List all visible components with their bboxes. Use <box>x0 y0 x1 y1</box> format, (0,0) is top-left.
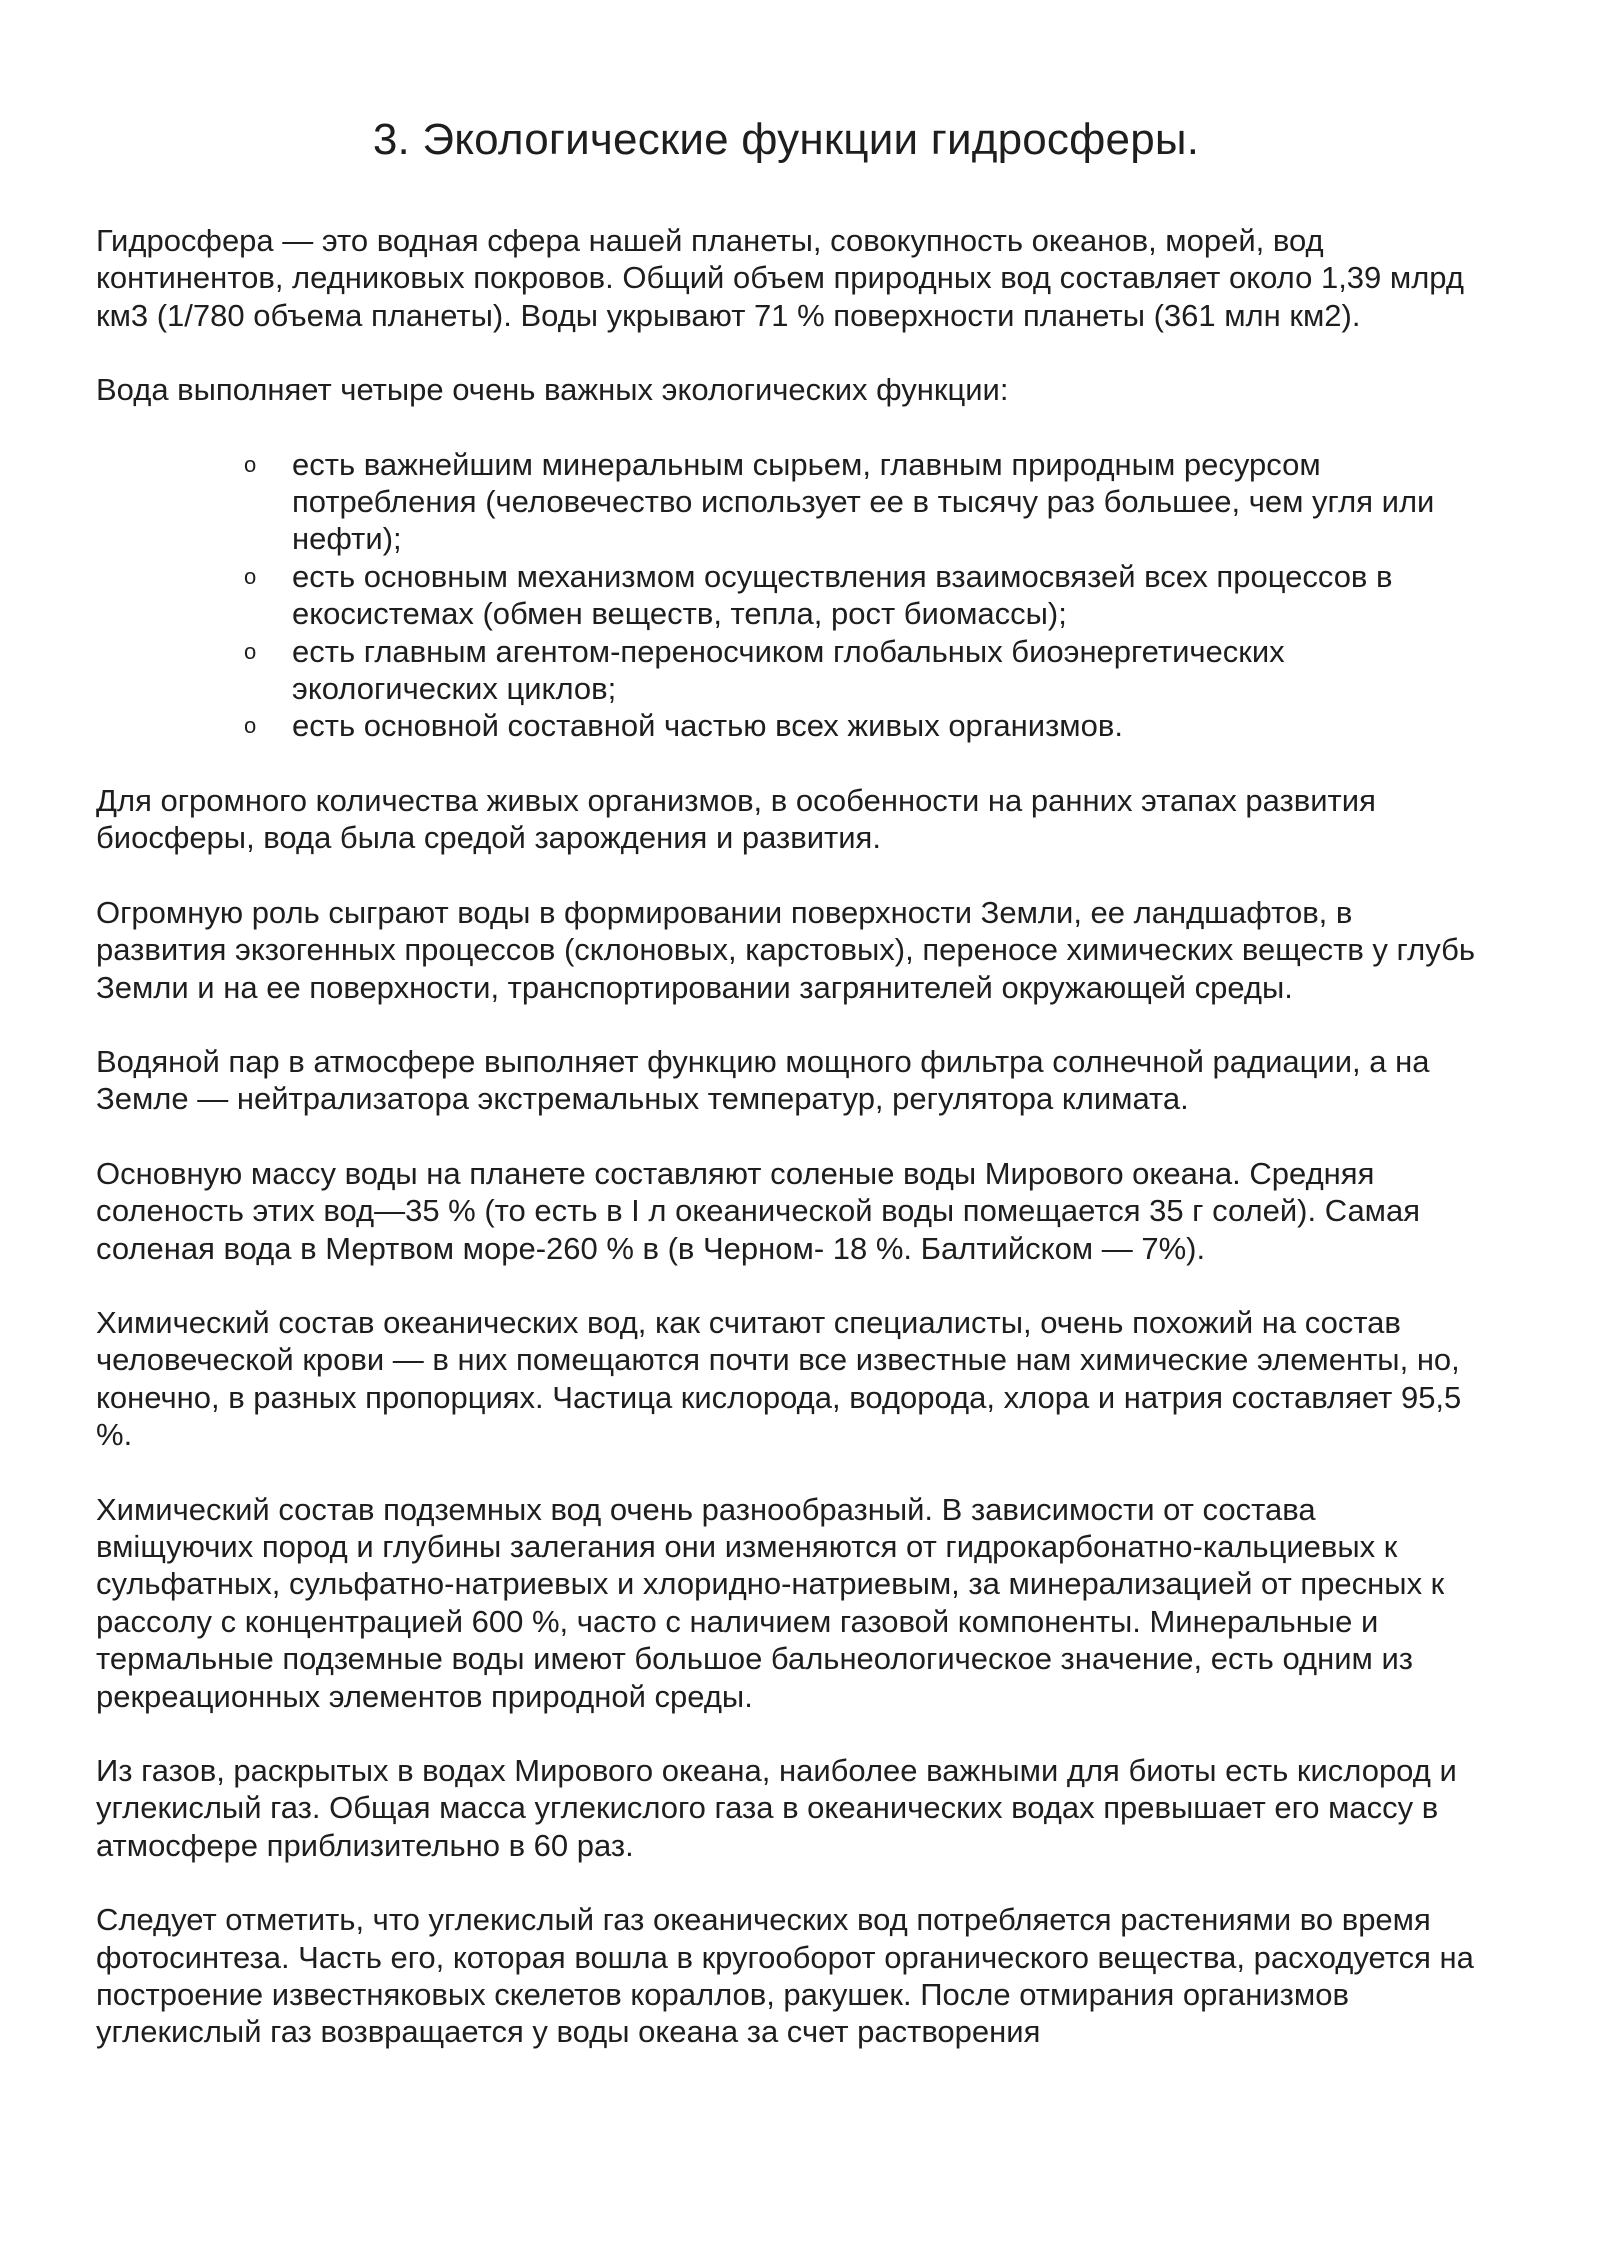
paragraph-carbon-cycle: Следует отметить, что углекислый газ океанических вод потребляется растениями во время фотосинтеза. Часть его, которая вошла в кругооборот органического вещества, расходуется на построение известняковых скелетов кораллов, ракушек. После отмирания организмов углекислый газ возвращается у воды океана за счет растворения <box>96 1902 1474 2050</box>
functions-list <box>96 446 1476 745</box>
list-item <box>244 707 1476 744</box>
list-item-text: есть основным механизмом осуществления взаимосвязей всех процессов в екосистемах (обмен веществ, тепла, рост биомассы); <box>292 558 1393 632</box>
list-item-text: есть важнейшим минеральным сырьем, главным природным ресурсом потребления (человечество использует ее в тысячу раз большее, чем угля или нефти); <box>292 446 1435 557</box>
paragraph-water-vapor: Водяной пар в атмосфере выполняет функцию мощного фильтра солнечной радиации, а на Земле — нейтрализатора экстремальных температур, регулятора климата. <box>96 1043 1430 1117</box>
list-item <box>244 633 1476 708</box>
list-item <box>244 446 1476 558</box>
bullet-marker: o <box>244 451 257 477</box>
bullet-marker: o <box>244 638 257 664</box>
paragraph-groundwater-chemistry: Химический состав подземных вод очень разнообразный. В зависимости от состава вміщуючих пород и глубины залегания они изменяются от гидрокарбонатно-кальциевых к сульфатных, сульфатно-натриевых и хлоридно-натриевым, за минерализацией от пресных к рассолу с концентрацией 600 %, часто с наличием газовой компоненты. Минеральные и термальные подземные воды имеют большое бальнеологическое значение, есть одним из рекреационных элементов природной среды. <box>96 1491 1445 1714</box>
paragraph-ocean-chemistry: Химический состав океанических вод, как считают специалисты, очень похожий на состав человеческой крови — в них помещаются почти все известные нам химические элементы, но, конечно, в разных пропорциях. Частица кислорода, водорода, хлора и натрия составляет 95,5 %. <box>96 1304 1462 1453</box>
paragraph-water-life-medium: Для огромного количества живых организмов, в особенности на ранних этапах развития биосферы, вода была средой зарождения и развития. <box>96 782 1376 856</box>
paragraph-ocean-salinity: Основную массу воды на планете составляют соленые воды Мирового океана. Средняя соленость этих вод—35 % (то есть в I л океанической воды помещается 35 г солей). Самая соленая вода в Мертвом море-260 % в (в Черном- 18 %. Балтийском — 7%). <box>96 1155 1421 1266</box>
list-item <box>244 558 1476 633</box>
functions-intro: Вода выполняет четыре очень важных экологических функции: <box>96 372 1009 408</box>
paragraph-earth-surface-role: Огромную роль сыграют воды в формировании поверхности Земли, ее ландшафтов, в развития экзогенных процессов (склоновых, карстовых), переносе химических веществ у глубь Земли и на ее поверхности, транспортировании загрянителей окружающей среды. <box>96 894 1476 1005</box>
list-item-text: есть основной составной частью всех живых организмов. <box>292 708 1123 744</box>
document-title: 3. Экологические функции гидросферы. <box>372 115 1200 164</box>
bullet-marker: o <box>244 563 257 589</box>
document-page <box>96 112 1476 2089</box>
bullet-marker: o <box>244 713 257 739</box>
list-item-text: есть главным агентом-переносчиком глобальных биоэнергетических экологических циклов; <box>292 633 1285 707</box>
paragraph-ocean-gases: Из газов, раскрытых в водах Мирового океана, наиболее важными для биоты есть кислород и углекислый газ. Общая масса углекислого газа в океанических водах превышает его массу в атмосфере приблизительно в 60 раз. <box>96 1753 1457 1863</box>
intro-paragraph: Гидросфера — это водная сфера нашей планеты, совокупность океанов, морей, вод континентов, ледниковых покровов. Общий объем природных вод составляет около 1,39 млрд км3 (1/780 объема планеты). Воды укрывают 71 % поверхности планеты (361 млн км2). <box>96 223 1464 333</box>
